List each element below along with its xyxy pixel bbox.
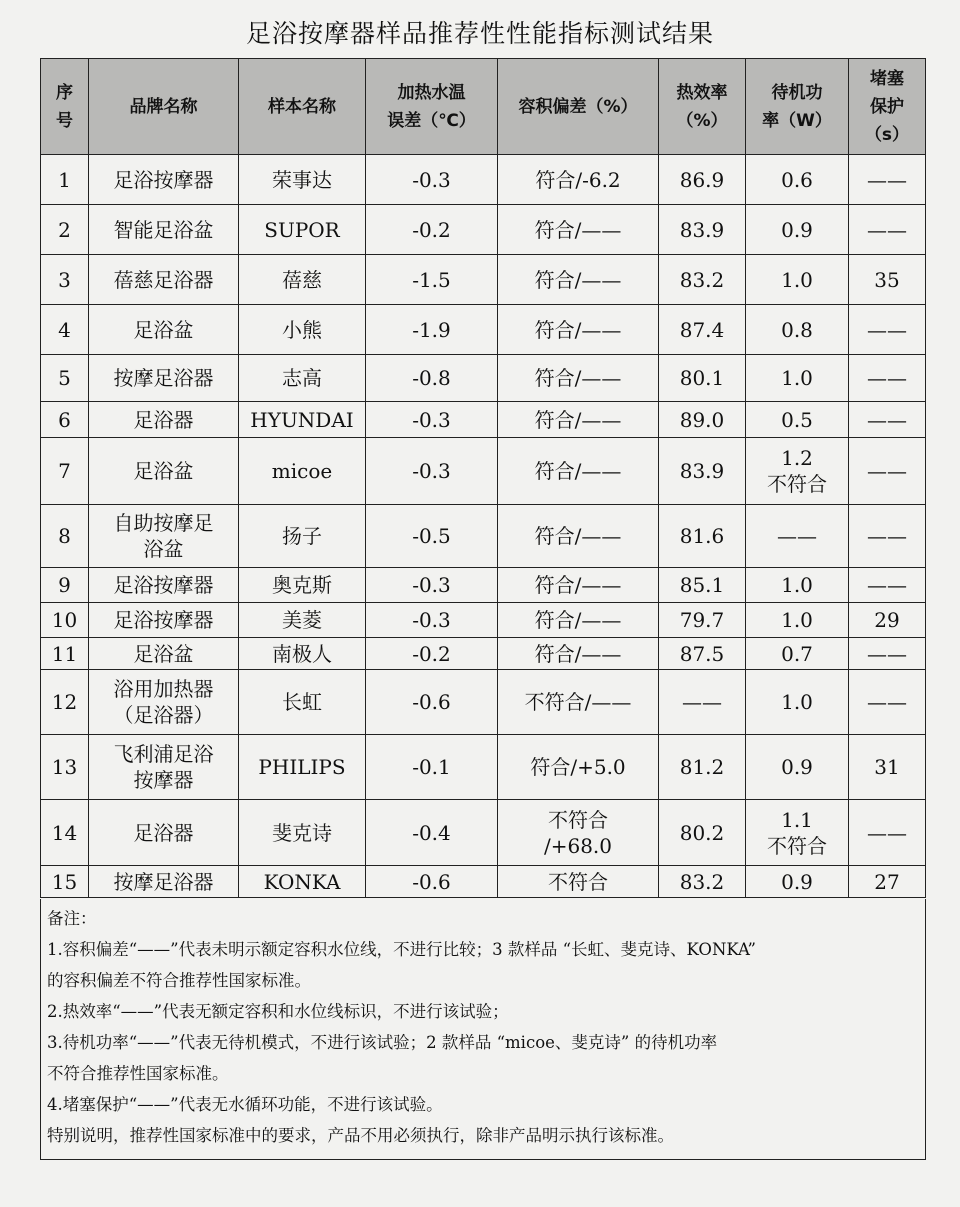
note-line: 1.容积偏差“——”代表未明示额定容积水位线，不进行比较；3 款样品 “长虹、斐克诗、KONKA”	[47, 940, 756, 959]
table-cell: 符合/——	[498, 205, 659, 255]
table-cell: 按摩足浴器	[89, 866, 239, 898]
table-cell: ——	[849, 355, 926, 402]
table-row	[41, 255, 926, 305]
table-cell: 1.0	[746, 255, 849, 305]
note-line: 特别说明，推荐性国家标准中的要求，产品不用必须执行，除非产品明示执行该标准。	[47, 1126, 674, 1145]
table-cell: 11	[41, 638, 89, 670]
table-row	[41, 155, 926, 205]
table-cell: 符合/——	[498, 255, 659, 305]
table-cell: 1.0	[746, 670, 849, 735]
table-cell: 87.5	[659, 638, 746, 670]
table-cell: 80.2	[659, 800, 746, 866]
table-row	[41, 438, 926, 505]
document-title: 足浴按摩器样品推荐性性能指标测试结果	[245, 19, 714, 48]
table-cell: 符合/——	[498, 355, 659, 402]
table-cell: 荣事达	[239, 155, 366, 205]
table-cell: 83.2	[659, 866, 746, 898]
table-cell: -1.5	[366, 255, 498, 305]
table-cell: 10	[41, 603, 89, 638]
table-cell: 0.9	[746, 735, 849, 800]
table-cell: 不符合	[498, 866, 659, 898]
table-cell: 足浴器	[89, 800, 239, 866]
table-cell: 足浴盆	[89, 305, 239, 355]
note-line: 不符合推荐性国家标准。	[47, 1064, 229, 1083]
table-cell: -0.3	[366, 603, 498, 638]
column-header: 序 号	[41, 59, 89, 155]
column-header: 品牌名称	[89, 59, 239, 155]
table-cell: 符合/+5.0	[498, 735, 659, 800]
table-cell: 14	[41, 800, 89, 866]
table-cell: ——	[849, 305, 926, 355]
column-header: 待机功 率（W）	[746, 59, 849, 155]
table-cell: 自助按摩足 浴盆	[89, 505, 239, 568]
table-cell: 8	[41, 505, 89, 568]
table-cell: 符合/——	[498, 438, 659, 505]
table-cell: 不符合 /+68.0	[498, 800, 659, 866]
table-cell: ——	[849, 568, 926, 603]
table-cell: SUPOR	[239, 205, 366, 255]
table-row	[41, 638, 926, 670]
table-row	[41, 505, 926, 568]
table-cell: 足浴盆	[89, 638, 239, 670]
table-row	[41, 800, 926, 866]
table-cell: -0.3	[366, 568, 498, 603]
table-cell: 符合/-6.2	[498, 155, 659, 205]
table-cell: 奥克斯	[239, 568, 366, 603]
table-cell: 83.2	[659, 255, 746, 305]
table-cell: 86.9	[659, 155, 746, 205]
notes-heading: 备注：	[47, 909, 97, 928]
table-cell: -0.3	[366, 402, 498, 438]
table-cell: -0.1	[366, 735, 498, 800]
table-cell: 7	[41, 438, 89, 505]
table-cell: 南极人	[239, 638, 366, 670]
notes-box	[40, 899, 926, 1160]
table-cell: 按摩足浴器	[89, 355, 239, 402]
table-cell: -0.6	[366, 866, 498, 898]
table-cell: 0.9	[746, 866, 849, 898]
table-cell: 扬子	[239, 505, 366, 568]
table-row	[41, 866, 926, 898]
table-row	[41, 402, 926, 438]
table-cell: 足浴按摩器	[89, 568, 239, 603]
table-cell: 志高	[239, 355, 366, 402]
table-cell: ——	[659, 670, 746, 735]
table-cell: 2	[41, 205, 89, 255]
table-cell: 小熊	[239, 305, 366, 355]
table-cell: 1.0	[746, 568, 849, 603]
table-cell: 足浴按摩器	[89, 603, 239, 638]
table-cell: 符合/——	[498, 305, 659, 355]
table-cell: 飞利浦足浴 按摩器	[89, 735, 239, 800]
table-cell: 81.6	[659, 505, 746, 568]
table-cell: 足浴盆	[89, 438, 239, 505]
table-cell: 9	[41, 568, 89, 603]
table-row	[41, 603, 926, 638]
table-cell: 0.9	[746, 205, 849, 255]
table-cell: 0.8	[746, 305, 849, 355]
table-cell: ——	[849, 505, 926, 568]
table-cell: 85.1	[659, 568, 746, 603]
table-cell: ——	[746, 505, 849, 568]
table-cell: ——	[849, 638, 926, 670]
table-cell: 智能足浴盆	[89, 205, 239, 255]
table-cell: -0.5	[366, 505, 498, 568]
note-line: 2.热效率“——”代表无额定容积和水位线标识，不进行该试验；	[47, 1002, 509, 1021]
table-cell: 4	[41, 305, 89, 355]
table-row	[41, 305, 926, 355]
table-cell: PHILIPS	[239, 735, 366, 800]
table-cell: 83.9	[659, 438, 746, 505]
table-cell: 31	[849, 735, 926, 800]
table-cell: 1.1 不符合	[746, 800, 849, 866]
table-cell: 符合/——	[498, 568, 659, 603]
table-cell: 6	[41, 402, 89, 438]
table-cell: 27	[849, 866, 926, 898]
column-header: 热效率 （%）	[659, 59, 746, 155]
table-cell: ——	[849, 205, 926, 255]
table-cell: 足浴器	[89, 402, 239, 438]
table-cell: 0.5	[746, 402, 849, 438]
column-header: 容积偏差（%）	[498, 59, 659, 155]
table-cell: -0.3	[366, 155, 498, 205]
table-cell: 80.1	[659, 355, 746, 402]
table-cell: 斐克诗	[239, 800, 366, 866]
table-cell: 1.2 不符合	[746, 438, 849, 505]
table-cell: 15	[41, 866, 89, 898]
table-cell: -1.9	[366, 305, 498, 355]
table-cell: 蓓慈足浴器	[89, 255, 239, 305]
table-row	[41, 735, 926, 800]
column-header: 加热水温 误差（℃）	[366, 59, 498, 155]
table-cell: 符合/——	[498, 505, 659, 568]
table-cell: KONKA	[239, 866, 366, 898]
table-cell: 1.0	[746, 355, 849, 402]
note-line: 3.待机功率“——”代表无待机模式，不进行该试验；2 款样品 “micoe、斐克诗” 的待机功率	[47, 1033, 718, 1052]
table-cell: 不符合/——	[498, 670, 659, 735]
table-cell: 13	[41, 735, 89, 800]
table-cell: 符合/——	[498, 402, 659, 438]
table-cell: -0.8	[366, 355, 498, 402]
table-cell: -0.6	[366, 670, 498, 735]
table-cell: 79.7	[659, 603, 746, 638]
table-cell: HYUNDAI	[239, 402, 366, 438]
table-cell: -0.3	[366, 438, 498, 505]
table-row	[41, 355, 926, 402]
column-header: 堵塞 保护 （s）	[849, 59, 926, 155]
results-table	[40, 58, 926, 898]
table-cell: ——	[849, 155, 926, 205]
table-cell: 3	[41, 255, 89, 305]
table-cell: 1	[41, 155, 89, 205]
table-cell: 87.4	[659, 305, 746, 355]
table-cell: 89.0	[659, 402, 746, 438]
table-cell: ——	[849, 670, 926, 735]
table-cell: 浴用加热器 （足浴器）	[89, 670, 239, 735]
table-cell: 蓓慈	[239, 255, 366, 305]
table-cell: ——	[849, 800, 926, 866]
table-cell: 0.6	[746, 155, 849, 205]
table-cell: 12	[41, 670, 89, 735]
table-cell: micoe	[239, 438, 366, 505]
table-row	[41, 670, 926, 735]
column-header: 样本名称	[239, 59, 366, 155]
table-cell: 83.9	[659, 205, 746, 255]
table-cell: -0.4	[366, 800, 498, 866]
table-cell: ——	[849, 438, 926, 505]
table-cell: ——	[849, 402, 926, 438]
table-cell: 足浴按摩器	[89, 155, 239, 205]
note-line: 的容积偏差不符合推荐性国家标准。	[47, 971, 311, 990]
table-cell: 5	[41, 355, 89, 402]
table-cell: -0.2	[366, 205, 498, 255]
table-cell: 符合/——	[498, 603, 659, 638]
table-cell: 长虹	[239, 670, 366, 735]
note-line: 4.堵塞保护“——”代表无水循环功能，不进行该试验。	[47, 1095, 443, 1114]
table-cell: -0.2	[366, 638, 498, 670]
table-row	[41, 205, 926, 255]
table-cell: 35	[849, 255, 926, 305]
table-cell: 美菱	[239, 603, 366, 638]
table-row	[41, 568, 926, 603]
table-cell: 1.0	[746, 603, 849, 638]
table-cell: 0.7	[746, 638, 849, 670]
table-cell: 81.2	[659, 735, 746, 800]
table-cell: 29	[849, 603, 926, 638]
table-cell: 符合/——	[498, 638, 659, 670]
header-row	[41, 59, 926, 155]
